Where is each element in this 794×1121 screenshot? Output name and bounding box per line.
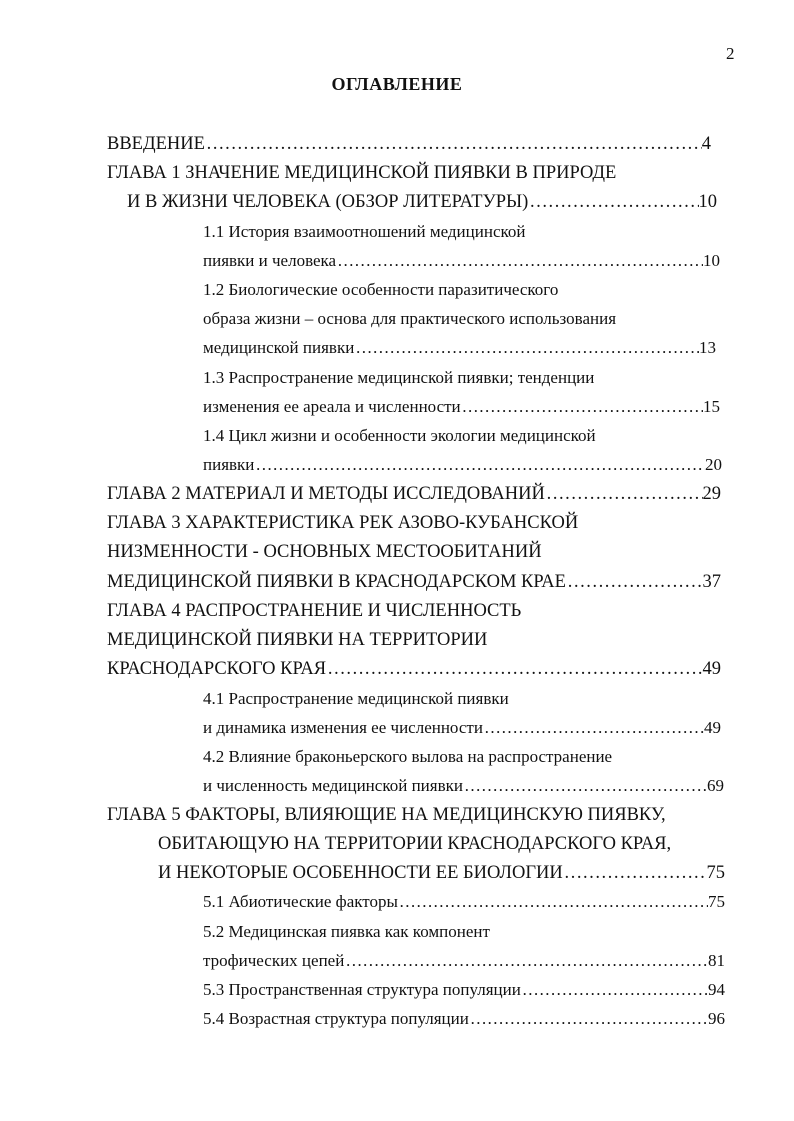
toc-page-number: 29 <box>702 484 721 504</box>
toc-page-number: 15 <box>703 397 720 416</box>
toc-page-number: 10 <box>703 251 720 270</box>
toc-page-number: 81 <box>708 951 725 970</box>
toc-entry-chapter-1-cont[interactable] <box>127 189 717 215</box>
toc-entry-text: изменения ее ареала и численности <box>203 397 461 416</box>
toc-entry-section-1-3[interactable]: 1.3 Распространение медицинской пиявки; тенденции <box>203 368 595 387</box>
toc-entry-chapter-2[interactable] <box>107 481 721 507</box>
leader-dots <box>528 189 698 215</box>
toc-page-number: 69 <box>707 776 724 795</box>
toc-entry-chapter-3-line2[interactable]: НИЗМЕННОСТИ - ОСНОВНЫХ МЕСТООБИТАНИЙ <box>107 542 542 562</box>
leader-dots <box>461 394 703 420</box>
toc-page-number: 94 <box>708 980 725 999</box>
toc-entry-section-5-4[interactable] <box>203 1006 725 1032</box>
toc-page-number: 4 <box>701 134 711 154</box>
toc-page-number: 10 <box>698 192 717 212</box>
leader-dots <box>205 131 702 157</box>
toc-entry-text: ГЛАВА 2 МАТЕРИАЛ И МЕТОДЫ ИССЛЕДОВАНИЙ <box>107 484 545 504</box>
toc-entry-chapter-5-line2[interactable]: ОБИТАЮЩУЮ НА ТЕРРИТОРИИ КРАСНОДАРСКОГО КРАЯ, <box>158 834 672 854</box>
toc-entry-text: трофических цепей <box>203 951 345 970</box>
toc-entry-section-5-1[interactable] <box>203 889 725 915</box>
toc-page-number: 49 <box>702 659 721 679</box>
toc-entry-text: и динамика изменения ее численности <box>203 718 483 737</box>
toc-page-number: 13 <box>699 338 716 357</box>
toc-entry-chapter-4-line2[interactable]: МЕДИЦИНСКОЙ ПИЯВКИ НА ТЕРРИТОРИИ <box>107 630 488 650</box>
toc-entry-chapter-5[interactable]: ГЛАВА 5 ФАКТОРЫ, ВЛИЯЮЩИЕ НА МЕДИЦИНСКУЮ ПИЯВКУ, <box>107 805 666 825</box>
toc-entry-section-5-3[interactable] <box>203 977 725 1003</box>
toc-entry-section-1-3-cont[interactable] <box>203 394 720 420</box>
leader-dots <box>326 656 702 682</box>
toc-entry-section-4-2[interactable]: 4.2 Влияние браконьерского вылова на распространение <box>203 747 613 766</box>
leader-dots <box>563 860 707 886</box>
toc-entry-section-1-1[interactable]: 1.1 История взаимоотношений медицинской <box>203 222 526 241</box>
toc-entry-text: МЕДИЦИНСКОЙ ПИЯВКИ В КРАСНОДАРСКОМ КРАЕ <box>107 572 566 592</box>
leader-dots <box>521 977 708 1003</box>
leader-dots <box>566 569 703 595</box>
toc-entry-section-4-2-cont[interactable] <box>203 773 724 799</box>
toc-entry-section-1-1-cont[interactable] <box>203 248 720 274</box>
toc-page-number: 49 <box>704 718 721 737</box>
toc-page-number: 96 <box>708 1009 725 1028</box>
toc-entry-text: пиявки и человека <box>203 251 337 270</box>
toc-entry-section-4-1-cont[interactable] <box>203 715 721 741</box>
toc-entry-section-5-2[interactable]: 5.2 Медицинская пиявка как компонент <box>203 922 490 941</box>
toc-entry-text: ВВЕДЕНИЕ <box>107 134 205 154</box>
toc-entry-chapter-5-cont[interactable] <box>158 860 725 886</box>
leader-dots <box>463 773 707 799</box>
toc-entry-section-5-2-cont[interactable] <box>203 948 725 974</box>
toc-entry-section-1-2[interactable]: 1.2 Биологические особенности паразитического <box>203 280 559 299</box>
toc-entry-section-1-2-cont[interactable] <box>203 335 716 361</box>
toc-entry-text: 5.3 Пространственная структура популяции <box>203 980 521 999</box>
toc-entry-text: И НЕКОТОРЫЕ ОСОБЕННОСТИ ЕЕ БИОЛОГИИ <box>158 863 563 883</box>
toc-entry-section-4-1[interactable]: 4.1 Распространение медицинской пиявки <box>203 689 509 708</box>
leader-dots <box>254 452 705 478</box>
toc-entry-section-1-2-line2[interactable]: образа жизни – основа для практического использования <box>203 309 617 328</box>
toc-entry-text: 5.1 Абиотические факторы <box>203 892 398 911</box>
toc-entry-text: пиявки <box>203 455 255 474</box>
toc-entry-section-1-4[interactable]: 1.4 Цикл жизни и особенности экологии медицинской <box>203 426 596 445</box>
leader-dots <box>354 335 699 361</box>
toc-entry-text: И В ЖИЗНИ ЧЕЛОВЕКА (ОБЗОР ЛИТЕРАТУРЫ) <box>127 192 529 212</box>
leader-dots <box>336 248 703 274</box>
page-title: ОГЛАВЛЕНИЕ <box>331 74 463 94</box>
toc-entry-text: и численность медицинской пиявки <box>203 776 463 795</box>
leader-dots <box>483 715 704 741</box>
toc-entry-intro[interactable] <box>107 131 711 157</box>
toc-page-number: 75 <box>708 892 725 911</box>
toc-entry-chapter-3-cont[interactable] <box>107 569 721 595</box>
toc-entry-chapter-4[interactable]: ГЛАВА 4 РАСПРОСТРАНЕНИЕ И ЧИСЛЕННОСТЬ <box>107 601 522 621</box>
toc-entry-chapter-1[interactable]: ГЛАВА 1 ЗНАЧЕНИЕ МЕДИЦИНСКОЙ ПИЯВКИ В ПРИРОДЕ <box>107 163 617 183</box>
leader-dots <box>398 889 708 915</box>
toc-entry-text: КРАСНОДАРСКОГО КРАЯ <box>107 659 327 679</box>
toc-entry-chapter-3[interactable]: ГЛАВА 3 ХАРАКТЕРИСТИКА РЕК АЗОВО-КУБАНСКОЙ <box>107 513 579 533</box>
toc-page-number: 75 <box>706 863 725 883</box>
page-number: 2 <box>726 44 735 63</box>
toc-entry-text: медицинской пиявки <box>203 338 355 357</box>
toc-entry-chapter-4-cont[interactable] <box>107 656 721 682</box>
leader-dots <box>469 1006 708 1032</box>
toc-page-number: 20 <box>705 455 722 474</box>
toc-page-number: 37 <box>702 572 721 592</box>
toc-entry-text: 5.4 Возрастная структура популяции <box>203 1009 469 1028</box>
leader-dots <box>344 948 708 974</box>
toc-entry-section-1-4-cont[interactable] <box>203 452 722 478</box>
leader-dots <box>545 481 703 507</box>
